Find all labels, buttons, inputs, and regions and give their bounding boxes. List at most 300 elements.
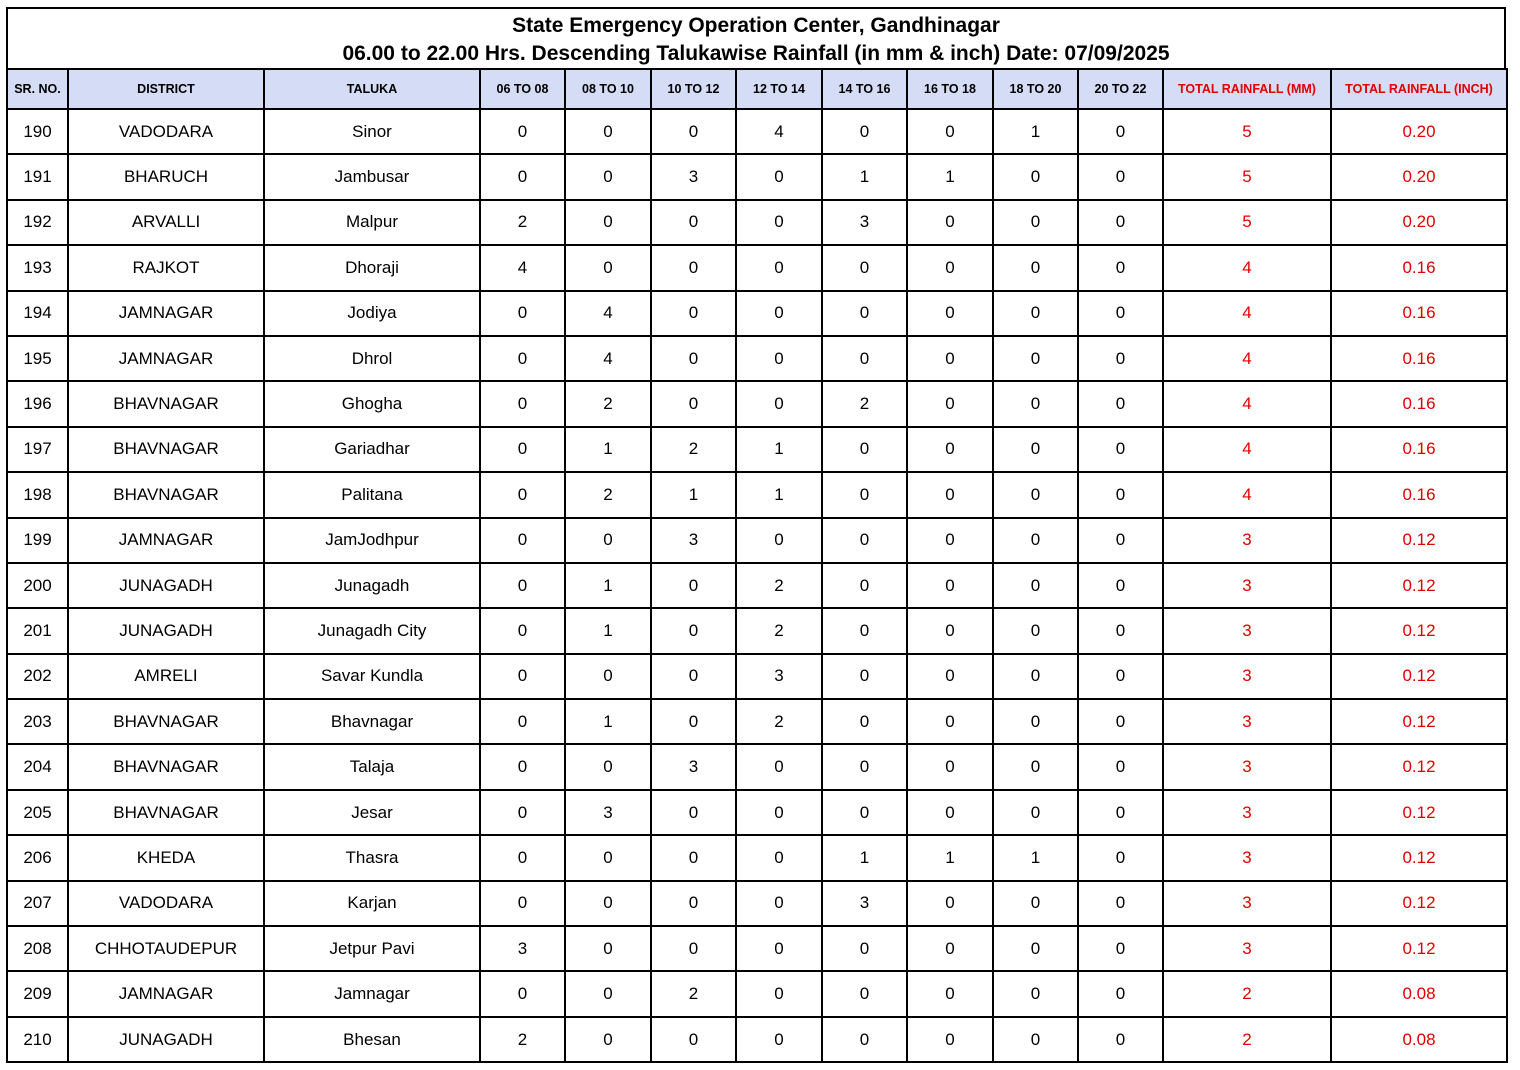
cell-sr-no: 204: [7, 744, 68, 789]
cell-total-rainfall-inch: 0.12: [1331, 881, 1507, 926]
cell-18-to-20: 0: [993, 245, 1078, 290]
cell-18-to-20: 0: [993, 200, 1078, 245]
cell-sr-no: 199: [7, 518, 68, 563]
column-header-12-to-14: 12 TO 14: [736, 69, 822, 109]
cell-16-to-18: 0: [907, 563, 993, 608]
cell-total-rainfall-inch: 0.12: [1331, 563, 1507, 608]
cell-district: AMRELI: [68, 654, 264, 699]
cell-sr-no: 196: [7, 381, 68, 426]
cell-06-to-08: 0: [480, 109, 565, 154]
column-header-14-to-16: 14 TO 16: [822, 69, 907, 109]
cell-20-to-22: 0: [1078, 971, 1163, 1016]
cell-total-rainfall-mm: 3: [1163, 608, 1331, 653]
table-row: [7, 654, 1507, 699]
cell-total-rainfall-inch: 0.16: [1331, 381, 1507, 426]
cell-10-to-12: 0: [651, 699, 736, 744]
cell-total-rainfall-mm: 3: [1163, 790, 1331, 835]
cell-16-to-18: 0: [907, 1017, 993, 1062]
table-row: [7, 336, 1507, 381]
table-row: [7, 699, 1507, 744]
cell-total-rainfall-mm: 3: [1163, 744, 1331, 789]
cell-total-rainfall-inch: 0.16: [1331, 427, 1507, 472]
cell-20-to-22: 0: [1078, 472, 1163, 517]
cell-20-to-22: 0: [1078, 790, 1163, 835]
cell-14-to-16: 3: [822, 200, 907, 245]
column-header-08-to-10: 08 TO 10: [565, 69, 651, 109]
cell-16-to-18: 0: [907, 427, 993, 472]
cell-18-to-20: 0: [993, 881, 1078, 926]
cell-20-to-22: 0: [1078, 381, 1163, 426]
cell-total-rainfall-inch: 0.12: [1331, 744, 1507, 789]
cell-18-to-20: 0: [993, 427, 1078, 472]
cell-total-rainfall-mm: 3: [1163, 518, 1331, 563]
cell-sr-no: 206: [7, 835, 68, 880]
cell-total-rainfall-inch: 0.12: [1331, 926, 1507, 971]
cell-total-rainfall-inch: 0.12: [1331, 835, 1507, 880]
cell-08-to-10: 0: [565, 881, 651, 926]
cell-district: ARVALLI: [68, 200, 264, 245]
cell-district: JUNAGADH: [68, 1017, 264, 1062]
cell-district: RAJKOT: [68, 245, 264, 290]
cell-10-to-12: 0: [651, 881, 736, 926]
cell-total-rainfall-mm: 4: [1163, 381, 1331, 426]
cell-total-rainfall-inch: 0.16: [1331, 336, 1507, 381]
cell-10-to-12: 0: [651, 608, 736, 653]
column-header-total-rainfall-mm: TOTAL RAINFALL (MM): [1163, 69, 1331, 109]
cell-10-to-12: 0: [651, 926, 736, 971]
cell-14-to-16: 2: [822, 381, 907, 426]
cell-14-to-16: 0: [822, 654, 907, 699]
cell-10-to-12: 0: [651, 336, 736, 381]
cell-20-to-22: 0: [1078, 563, 1163, 608]
cell-18-to-20: 1: [993, 835, 1078, 880]
cell-12-to-14: 0: [736, 881, 822, 926]
cell-06-to-08: 0: [480, 835, 565, 880]
cell-sr-no: 207: [7, 881, 68, 926]
cell-sr-no: 210: [7, 1017, 68, 1062]
column-header-taluka: TALUKA: [264, 69, 480, 109]
cell-total-rainfall-mm: 4: [1163, 336, 1331, 381]
report-title-line1: State Emergency Operation Center, Gandhinagar: [512, 14, 1000, 37]
cell-total-rainfall-mm: 3: [1163, 881, 1331, 926]
cell-08-to-10: 0: [565, 200, 651, 245]
cell-taluka: Savar Kundla: [264, 654, 480, 699]
cell-taluka: Bhavnagar: [264, 699, 480, 744]
cell-14-to-16: 1: [822, 835, 907, 880]
cell-total-rainfall-mm: 3: [1163, 835, 1331, 880]
column-header-total-rainfall-inch: TOTAL RAINFALL (INCH): [1331, 69, 1507, 109]
cell-total-rainfall-mm: 3: [1163, 654, 1331, 699]
column-header-06-to-08: 06 TO 08: [480, 69, 565, 109]
table-row: [7, 245, 1507, 290]
cell-total-rainfall-inch: 0.12: [1331, 790, 1507, 835]
cell-06-to-08: 0: [480, 472, 565, 517]
cell-total-rainfall-inch: 0.16: [1331, 291, 1507, 336]
cell-district: BHAVNAGAR: [68, 744, 264, 789]
cell-taluka: Jodiya: [264, 291, 480, 336]
cell-16-to-18: 0: [907, 971, 993, 1016]
cell-district: KHEDA: [68, 835, 264, 880]
cell-06-to-08: 0: [480, 790, 565, 835]
cell-district: CHHOTAUDEPUR: [68, 926, 264, 971]
cell-06-to-08: 2: [480, 200, 565, 245]
cell-sr-no: 194: [7, 291, 68, 336]
cell-total-rainfall-inch: 0.16: [1331, 472, 1507, 517]
table-row: [7, 608, 1507, 653]
cell-18-to-20: 0: [993, 926, 1078, 971]
cell-08-to-10: 2: [565, 381, 651, 426]
cell-16-to-18: 0: [907, 608, 993, 653]
cell-16-to-18: 0: [907, 109, 993, 154]
cell-06-to-08: 0: [480, 563, 565, 608]
cell-14-to-16: 0: [822, 245, 907, 290]
cell-total-rainfall-mm: 5: [1163, 200, 1331, 245]
rainfall-report: [6, 7, 1506, 1063]
table-row: [7, 790, 1507, 835]
cell-14-to-16: 0: [822, 1017, 907, 1062]
cell-district: BHAVNAGAR: [68, 790, 264, 835]
table-row: [7, 1017, 1507, 1062]
cell-18-to-20: 0: [993, 291, 1078, 336]
cell-14-to-16: 0: [822, 926, 907, 971]
cell-12-to-14: 4: [736, 109, 822, 154]
cell-sr-no: 209: [7, 971, 68, 1016]
cell-20-to-22: 0: [1078, 1017, 1163, 1062]
cell-taluka: Jetpur Pavi: [264, 926, 480, 971]
cell-06-to-08: 3: [480, 926, 565, 971]
table-row: [7, 744, 1507, 789]
cell-10-to-12: 3: [651, 154, 736, 199]
cell-06-to-08: 0: [480, 518, 565, 563]
cell-sr-no: 203: [7, 699, 68, 744]
cell-taluka: Jamnagar: [264, 971, 480, 1016]
table-row: [7, 472, 1507, 517]
cell-12-to-14: 0: [736, 518, 822, 563]
table-body: [7, 109, 1507, 1062]
table-row: [7, 518, 1507, 563]
cell-12-to-14: 0: [736, 1017, 822, 1062]
cell-18-to-20: 0: [993, 472, 1078, 517]
cell-10-to-12: 3: [651, 518, 736, 563]
cell-16-to-18: 0: [907, 654, 993, 699]
cell-sr-no: 205: [7, 790, 68, 835]
cell-14-to-16: 3: [822, 881, 907, 926]
cell-total-rainfall-inch: 0.20: [1331, 200, 1507, 245]
cell-12-to-14: 0: [736, 154, 822, 199]
cell-06-to-08: 0: [480, 381, 565, 426]
cell-18-to-20: 0: [993, 1017, 1078, 1062]
cell-district: JAMNAGAR: [68, 336, 264, 381]
cell-taluka: Karjan: [264, 881, 480, 926]
cell-10-to-12: 2: [651, 427, 736, 472]
cell-sr-no: 197: [7, 427, 68, 472]
cell-12-to-14: 0: [736, 245, 822, 290]
cell-06-to-08: 0: [480, 881, 565, 926]
cell-sr-no: 191: [7, 154, 68, 199]
cell-16-to-18: 0: [907, 381, 993, 426]
cell-16-to-18: 0: [907, 790, 993, 835]
report-title-line2: 06.00 to 22.00 Hrs. Descending Talukawise Rainfall (in mm & inch) Date: 07/09/2025: [342, 42, 1170, 65]
cell-18-to-20: 0: [993, 563, 1078, 608]
cell-taluka: Jambusar: [264, 154, 480, 199]
table-header-row: [7, 69, 1507, 109]
cell-district: BHAVNAGAR: [68, 427, 264, 472]
rainfall-table: [6, 68, 1508, 1063]
cell-10-to-12: 0: [651, 109, 736, 154]
cell-taluka: Palitana: [264, 472, 480, 517]
cell-12-to-14: 0: [736, 835, 822, 880]
cell-16-to-18: 0: [907, 291, 993, 336]
cell-08-to-10: 0: [565, 835, 651, 880]
cell-10-to-12: 2: [651, 971, 736, 1016]
cell-16-to-18: 0: [907, 926, 993, 971]
table-row: [7, 291, 1507, 336]
cell-taluka: Sinor: [264, 109, 480, 154]
cell-taluka: JamJodhpur: [264, 518, 480, 563]
cell-16-to-18: 1: [907, 835, 993, 880]
cell-12-to-14: 0: [736, 291, 822, 336]
cell-18-to-20: 0: [993, 608, 1078, 653]
cell-14-to-16: 0: [822, 744, 907, 789]
cell-16-to-18: 0: [907, 336, 993, 381]
cell-total-rainfall-mm: 2: [1163, 1017, 1331, 1062]
cell-taluka: Dhoraji: [264, 245, 480, 290]
cell-20-to-22: 0: [1078, 608, 1163, 653]
cell-taluka: Jesar: [264, 790, 480, 835]
cell-total-rainfall-mm: 2: [1163, 971, 1331, 1016]
cell-16-to-18: 1: [907, 154, 993, 199]
cell-10-to-12: 0: [651, 835, 736, 880]
cell-sr-no: 198: [7, 472, 68, 517]
cell-08-to-10: 0: [565, 518, 651, 563]
cell-12-to-14: 0: [736, 926, 822, 971]
cell-08-to-10: 0: [565, 971, 651, 1016]
cell-16-to-18: 0: [907, 245, 993, 290]
cell-16-to-18: 0: [907, 472, 993, 517]
cell-20-to-22: 0: [1078, 518, 1163, 563]
cell-taluka: Gariadhar: [264, 427, 480, 472]
table-row: [7, 881, 1507, 926]
cell-06-to-08: 0: [480, 291, 565, 336]
cell-sr-no: 200: [7, 563, 68, 608]
cell-20-to-22: 0: [1078, 926, 1163, 971]
cell-total-rainfall-inch: 0.20: [1331, 154, 1507, 199]
report-title: [6, 7, 1506, 68]
cell-12-to-14: 1: [736, 472, 822, 517]
cell-06-to-08: 0: [480, 154, 565, 199]
cell-06-to-08: 0: [480, 971, 565, 1016]
cell-district: BHAVNAGAR: [68, 381, 264, 426]
cell-16-to-18: 0: [907, 699, 993, 744]
cell-18-to-20: 0: [993, 654, 1078, 699]
cell-10-to-12: 0: [651, 1017, 736, 1062]
cell-18-to-20: 0: [993, 518, 1078, 563]
cell-14-to-16: 0: [822, 790, 907, 835]
cell-district: VADODARA: [68, 109, 264, 154]
cell-08-to-10: 0: [565, 154, 651, 199]
cell-18-to-20: 0: [993, 381, 1078, 426]
cell-08-to-10: 1: [565, 608, 651, 653]
cell-taluka: Junagadh: [264, 563, 480, 608]
cell-08-to-10: 0: [565, 245, 651, 290]
cell-total-rainfall-inch: 0.12: [1331, 518, 1507, 563]
cell-sr-no: 193: [7, 245, 68, 290]
cell-total-rainfall-mm: 5: [1163, 154, 1331, 199]
cell-10-to-12: 0: [651, 654, 736, 699]
cell-20-to-22: 0: [1078, 336, 1163, 381]
cell-10-to-12: 0: [651, 381, 736, 426]
cell-08-to-10: 4: [565, 336, 651, 381]
cell-district: JUNAGADH: [68, 563, 264, 608]
cell-08-to-10: 1: [565, 427, 651, 472]
cell-total-rainfall-inch: 0.12: [1331, 699, 1507, 744]
cell-20-to-22: 0: [1078, 154, 1163, 199]
cell-08-to-10: 3: [565, 790, 651, 835]
cell-18-to-20: 0: [993, 336, 1078, 381]
cell-14-to-16: 0: [822, 518, 907, 563]
cell-total-rainfall-mm: 3: [1163, 926, 1331, 971]
cell-10-to-12: 0: [651, 790, 736, 835]
cell-14-to-16: 0: [822, 472, 907, 517]
cell-08-to-10: 1: [565, 563, 651, 608]
cell-district: BHAVNAGAR: [68, 699, 264, 744]
cell-taluka: Thasra: [264, 835, 480, 880]
cell-20-to-22: 0: [1078, 881, 1163, 926]
cell-06-to-08: 2: [480, 1017, 565, 1062]
cell-10-to-12: 1: [651, 472, 736, 517]
cell-total-rainfall-inch: 0.16: [1331, 245, 1507, 290]
cell-18-to-20: 0: [993, 699, 1078, 744]
table-row: [7, 154, 1507, 199]
cell-sr-no: 201: [7, 608, 68, 653]
cell-08-to-10: 2: [565, 472, 651, 517]
cell-12-to-14: 0: [736, 971, 822, 1016]
table-row: [7, 200, 1507, 245]
cell-06-to-08: 0: [480, 336, 565, 381]
cell-total-rainfall-mm: 5: [1163, 109, 1331, 154]
cell-10-to-12: 0: [651, 291, 736, 336]
cell-12-to-14: 0: [736, 336, 822, 381]
cell-18-to-20: 0: [993, 971, 1078, 1016]
cell-sr-no: 208: [7, 926, 68, 971]
cell-sr-no: 195: [7, 336, 68, 381]
cell-20-to-22: 0: [1078, 109, 1163, 154]
cell-20-to-22: 0: [1078, 427, 1163, 472]
cell-total-rainfall-mm: 4: [1163, 427, 1331, 472]
cell-12-to-14: 2: [736, 608, 822, 653]
cell-14-to-16: 0: [822, 608, 907, 653]
cell-district: VADODARA: [68, 881, 264, 926]
cell-08-to-10: 0: [565, 744, 651, 789]
cell-12-to-14: 0: [736, 381, 822, 426]
cell-14-to-16: 0: [822, 109, 907, 154]
cell-sr-no: 192: [7, 200, 68, 245]
cell-total-rainfall-inch: 0.12: [1331, 654, 1507, 699]
cell-12-to-14: 2: [736, 699, 822, 744]
column-header-sr-no: SR. NO.: [7, 69, 68, 109]
cell-18-to-20: 0: [993, 744, 1078, 789]
column-header-district: DISTRICT: [68, 69, 264, 109]
cell-14-to-16: 1: [822, 154, 907, 199]
cell-14-to-16: 0: [822, 563, 907, 608]
cell-district: JAMNAGAR: [68, 518, 264, 563]
cell-18-to-20: 0: [993, 154, 1078, 199]
cell-district: JAMNAGAR: [68, 291, 264, 336]
cell-06-to-08: 4: [480, 245, 565, 290]
cell-20-to-22: 0: [1078, 291, 1163, 336]
table-row: [7, 109, 1507, 154]
table-row: [7, 563, 1507, 608]
table-row: [7, 926, 1507, 971]
cell-total-rainfall-inch: 0.20: [1331, 109, 1507, 154]
cell-20-to-22: 0: [1078, 699, 1163, 744]
cell-total-rainfall-inch: 0.12: [1331, 608, 1507, 653]
cell-total-rainfall-mm: 4: [1163, 245, 1331, 290]
table-row: [7, 381, 1507, 426]
cell-district: BHAVNAGAR: [68, 472, 264, 517]
cell-total-rainfall-inch: 0.08: [1331, 971, 1507, 1016]
cell-14-to-16: 0: [822, 336, 907, 381]
cell-district: JAMNAGAR: [68, 971, 264, 1016]
cell-08-to-10: 0: [565, 109, 651, 154]
cell-16-to-18: 0: [907, 200, 993, 245]
cell-sr-no: 202: [7, 654, 68, 699]
column-header-18-to-20: 18 TO 20: [993, 69, 1078, 109]
cell-taluka: Malpur: [264, 200, 480, 245]
cell-08-to-10: 4: [565, 291, 651, 336]
table-row: [7, 427, 1507, 472]
cell-08-to-10: 1: [565, 699, 651, 744]
cell-total-rainfall-inch: 0.08: [1331, 1017, 1507, 1062]
cell-10-to-12: 0: [651, 200, 736, 245]
cell-12-to-14: 2: [736, 563, 822, 608]
cell-18-to-20: 1: [993, 109, 1078, 154]
cell-total-rainfall-mm: 3: [1163, 563, 1331, 608]
column-header-10-to-12: 10 TO 12: [651, 69, 736, 109]
cell-sr-no: 190: [7, 109, 68, 154]
cell-14-to-16: 0: [822, 699, 907, 744]
table-row: [7, 971, 1507, 1016]
cell-10-to-12: 0: [651, 563, 736, 608]
cell-12-to-14: 0: [736, 790, 822, 835]
cell-20-to-22: 0: [1078, 744, 1163, 789]
cell-total-rainfall-mm: 4: [1163, 291, 1331, 336]
cell-06-to-08: 0: [480, 654, 565, 699]
cell-district: JUNAGADH: [68, 608, 264, 653]
cell-14-to-16: 0: [822, 291, 907, 336]
cell-10-to-12: 3: [651, 744, 736, 789]
cell-06-to-08: 0: [480, 427, 565, 472]
cell-16-to-18: 0: [907, 881, 993, 926]
cell-06-to-08: 0: [480, 744, 565, 789]
cell-20-to-22: 0: [1078, 835, 1163, 880]
cell-taluka: Talaja: [264, 744, 480, 789]
cell-taluka: Ghogha: [264, 381, 480, 426]
cell-12-to-14: 0: [736, 200, 822, 245]
cell-08-to-10: 0: [565, 926, 651, 971]
cell-08-to-10: 0: [565, 1017, 651, 1062]
cell-20-to-22: 0: [1078, 654, 1163, 699]
table-row: [7, 835, 1507, 880]
cell-14-to-16: 0: [822, 971, 907, 1016]
cell-12-to-14: 3: [736, 654, 822, 699]
cell-06-to-08: 0: [480, 608, 565, 653]
cell-taluka: Dhrol: [264, 336, 480, 381]
cell-16-to-18: 0: [907, 744, 993, 789]
cell-12-to-14: 1: [736, 427, 822, 472]
cell-10-to-12: 0: [651, 245, 736, 290]
cell-taluka: Junagadh City: [264, 608, 480, 653]
